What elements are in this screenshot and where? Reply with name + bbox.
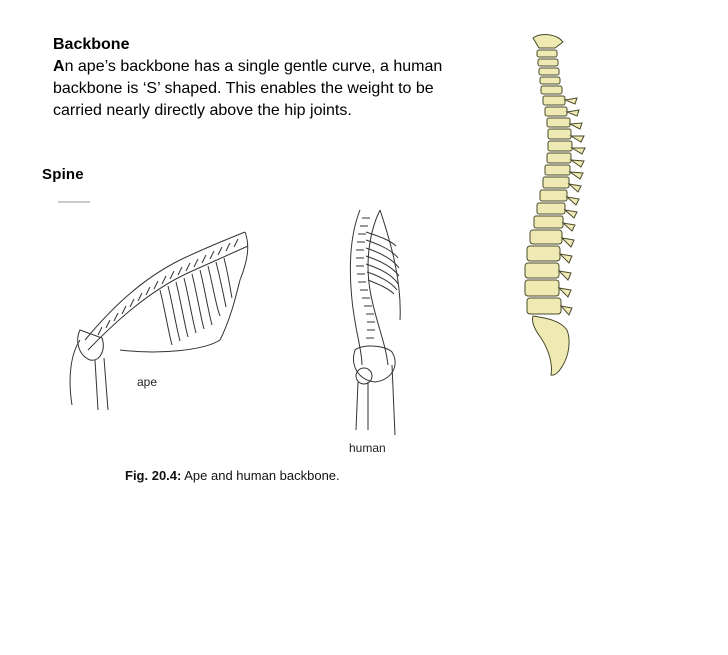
ape-human-spine-illustration (40, 190, 420, 470)
ape-figure (70, 232, 248, 410)
section-heading: Backbone (53, 36, 130, 53)
drop-letter: A (53, 58, 65, 75)
caption-number: Fig. 20.4: (125, 468, 182, 483)
caption-text: Ape and human backbone. (181, 468, 340, 483)
human-figure (350, 210, 400, 435)
human-spine-illustration (505, 30, 605, 385)
ape-label: ape (137, 375, 158, 389)
figure-caption (125, 468, 340, 483)
body-paragraph (53, 56, 453, 122)
paragraph-text: n ape’s backbone has a single gentle curve, a human backbone is ‘S’ shaped. This enables the weight to be carried nearly directly above the hip joints. (53, 58, 443, 119)
human-label: human (349, 441, 386, 455)
figure-section-label: Spine (42, 166, 84, 183)
